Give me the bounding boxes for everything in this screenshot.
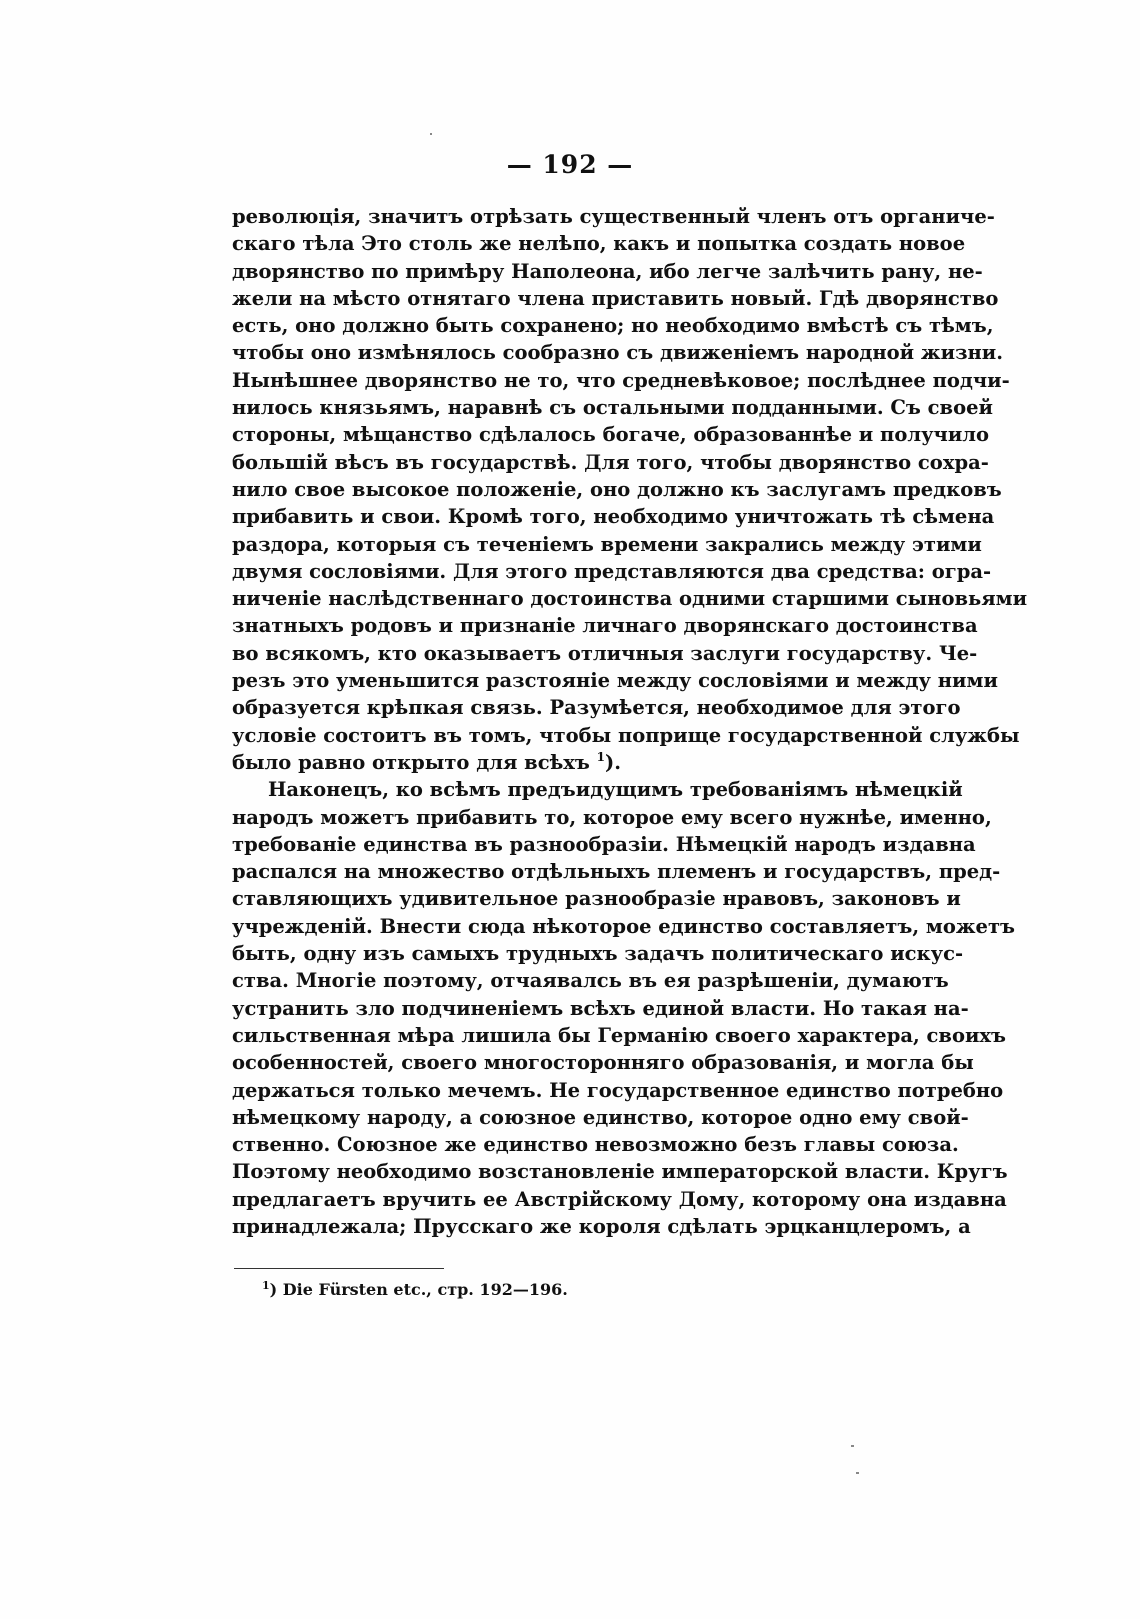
text-line: предлагаетъ вручить ее Австрійскому Дому, которому она издавна [232, 1187, 1007, 1211]
text-line: устранить зло подчиненіемъ всѣхъ единой власти. Но такая на- [232, 996, 969, 1020]
text-line: ниченіе наслѣдственнаго достоинства одними старшими сыновьями [232, 587, 1028, 611]
text-line-content: было равно открыто для всѣхъ [232, 750, 590, 774]
text-line: скаго тѣла Это столь же нелѣпо, какъ и попытка создать новое [232, 232, 966, 256]
text-line: дворянство по примѣру Наполеона, ибо легче залѣчить рану, не- [232, 259, 983, 283]
text-line: раздора, которыя съ теченіемъ времени закрались между этими [232, 532, 982, 556]
footnote [262, 1280, 568, 1299]
text-line: ства. Многіе поэтому, отчаявалсь въ ея разрѣшеніи, думаютъ [232, 969, 949, 993]
scan-speck [856, 1472, 859, 1474]
text-line: чтобы оно измѣнялось сообразно съ движеніемъ народной жизни. [232, 341, 1004, 365]
text-line: сильственная мѣра лишила бы Германію своего характера, своихъ [232, 1023, 1007, 1047]
page-body [232, 203, 1028, 1240]
text-line-last [232, 749, 890, 776]
text-line-ending: ). [605, 750, 622, 774]
text-line: есть, оно должно быть сохранено; но необходимо вмѣстѣ съ тѣмъ, [232, 314, 994, 338]
scan-speck [430, 133, 432, 135]
text-line: двумя сословіями. Для этого представляются два средства: огра- [232, 559, 992, 583]
footnote-reference[interactable]: 1 [596, 749, 606, 764]
text-line: особенностей, своего многосторонняго образованія, и могла бы [232, 1051, 974, 1075]
text-line: стороны, мѣщанство сдѣлалось богаче, образованнѣе и получило [232, 423, 990, 447]
text-line: Поэтому необходимо возстановленіе императорской власти. Кругъ [232, 1160, 1008, 1184]
text-line: Нынѣшнее дворянство не то, что средневѣковое; послѣднее подчи- [232, 368, 1010, 392]
text-line: нилось князьямъ, наравнѣ съ остальными подданными. Съ своей [232, 396, 993, 420]
text-line: условіе состоитъ въ томъ, чтобы поприще государственной службы [232, 723, 1020, 747]
text-line: учрежденій. Внести сюда нѣкоторое единство составляетъ, можетъ [232, 914, 1015, 938]
text-line: знатныхъ родовъ и признаніе личнаго дворянскаго достоинства [232, 614, 978, 638]
text-line: революція, значитъ отрѣзать существенный членъ отъ органиче- [232, 205, 995, 228]
text-line: принадлежала; Прусскаго же короля сдѣлать эрцканцлеромъ, а [232, 1214, 971, 1238]
text-line: распался на множество отдѣльныхъ племенъ и государствъ, пред- [232, 860, 1001, 884]
text-line: образуется крѣпкая связь. Разумѣется, необходимое для этого [232, 696, 961, 720]
text-line: требованіе единства въ разнообразіи. Нѣмецкій народъ издавна [232, 832, 976, 856]
text-line: нѣмецкому народу, а союзное единство, которое одно ему свой- [232, 1105, 969, 1129]
text-line-indented: Наконецъ, ко всѣмъ предъидущимъ требованіямъ нѣмецкій [268, 778, 963, 802]
paragraph-2 [232, 776, 1015, 1240]
text-line: жели на мѣсто отнятаго члена приставить новый. Гдѣ дворянство [232, 286, 999, 310]
text-line: ственно. Союзное же единство невозможно безъ главы союза. [232, 1133, 959, 1157]
text-line: резъ это уменьшится разстояніе между сословіями и между ними [232, 669, 998, 693]
footnote-marker: 1 [262, 1279, 270, 1292]
footnote-text: ) Die Fürsten etc., стр. 192—196. [269, 1280, 568, 1299]
scan-speck [851, 1445, 854, 1447]
footnote-separator [234, 1268, 444, 1269]
text-line: держаться только мечемъ. Не государственное единство потребно [232, 1078, 1004, 1102]
page-number: — 192 — [506, 150, 634, 179]
text-line: большій вѣсъ въ государствѣ. Для того, чтобы дворянство сохра- [232, 450, 989, 474]
text-line: ставляющихъ удивительное разнообразіе нравовъ, законовъ и [232, 887, 961, 911]
text-line: нило свое высокое положеніе, оно должно къ заслугамъ предковъ [232, 477, 1002, 501]
text-line: народъ можетъ прибавить то, которое ему всего нужнѣе, именно, [232, 805, 992, 829]
text-line: во всякомъ, кто оказываетъ отличныя заслуги государству. Че- [232, 641, 978, 665]
paragraph-1 [232, 203, 1028, 776]
text-line: прибавить и свои. Кромѣ того, необходимо уничтожать тѣ сѣмена [232, 505, 995, 529]
text-line: быть, одну изъ самыхъ трудныхъ задачъ политическаго искус- [232, 942, 964, 966]
